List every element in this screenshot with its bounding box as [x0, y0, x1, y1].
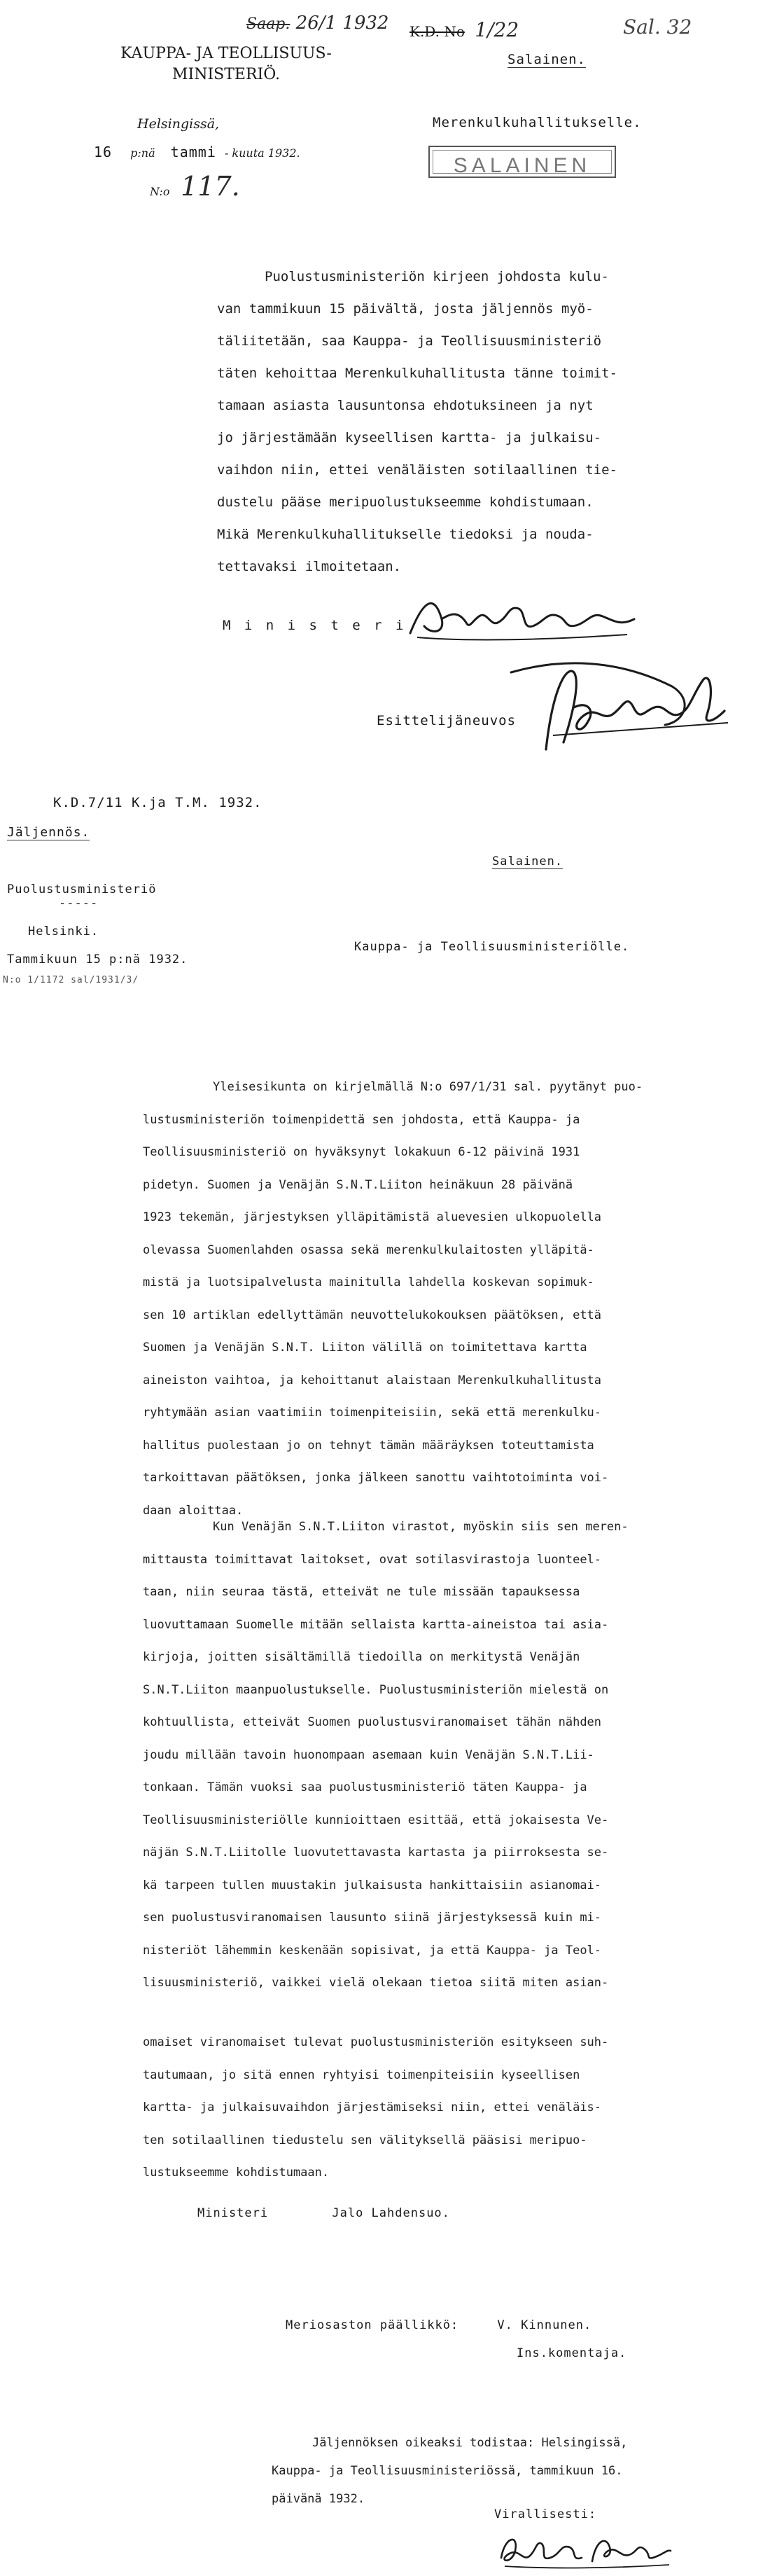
- copy-line: S.N.T.Liiton maanpuolustukselle. Puolustusministeriön mielestä on: [143, 1682, 609, 1697]
- copy-dept-head: Meriosaston päällikkö: V. Kinnunen. Ins.komentaja.: [286, 2318, 627, 2360]
- copy-line: lustukseemme kohdistumaan.: [143, 2166, 330, 2180]
- letter-line: van tammikuun 15 päivältä, josta jäljennös myö-: [217, 301, 594, 317]
- copy-line: tarkoittavan päätöksen, jonka jälkeen sanottu vaihtotoiminta voi-: [143, 1471, 609, 1485]
- official-label: Virallisesti:: [494, 2507, 597, 2521]
- copy-secret-mark: Salainen.: [492, 854, 564, 868]
- copy-paragraph-2-end: [143, 2026, 608, 2189]
- letter-line: vaihdon niin, ettei venäläisten sotilaallinen tie-: [217, 462, 617, 478]
- copy-city: Helsinki.: [28, 925, 99, 939]
- copy-line: pidetyn. Suomen ja Venäjän S.N.T.Liiton heinäkuun 28 päivänä: [143, 1177, 573, 1192]
- referendary-signature: [504, 644, 742, 756]
- secret-stamp: SALAINEN: [428, 146, 616, 178]
- copy-line: ten sotilaallinen tiedustelu sen välityksellä pääsisi meripuo-: [143, 2133, 587, 2147]
- copy-line: sen puolustusviranomaisen lausunto siinä järjestyksessä kuin mi-: [143, 1911, 602, 1925]
- copy-line: Jäljennöksen oikeaksi todistaa: Helsingissä,: [312, 2436, 628, 2450]
- copy-line: Yleisesikunta on kirjelmällä N:o 697/1/31 sal. pyytänyt puo-: [213, 1080, 643, 1094]
- copy-line: omaiset viranomaiset tulevat puolustusministeriön esitykseen suh-: [143, 2035, 609, 2049]
- copy-certification: [312, 2429, 627, 2457]
- copy-title: Jäljennös.: [7, 825, 90, 840]
- copy-paragraph-1-first: [213, 1071, 643, 1104]
- letter-line: dustelu pääse meripuolustukseemme kohdistumaan.: [217, 494, 594, 510]
- copy-line: daan aloittaa.: [143, 1503, 244, 1518]
- letter-line: Puolustusministeriön kirjeen johdosta kulu-: [265, 269, 609, 284]
- document-number: N:o 117.: [150, 171, 240, 202]
- copy-line: kartta- ja julkaisuvaihdon järjestämiseksi niin, ettei venäläis-: [143, 2100, 602, 2114]
- copy-line: Teollisuusministeriö on hyväksynyt lokakuun 6-12 päivinä 1931: [143, 1145, 580, 1159]
- copy-line: sen 10 artiklan edellyttämän neuvottelukokouksen päätöksen, että: [143, 1308, 602, 1322]
- kd-number: K.D. No 1/22: [410, 18, 519, 41]
- letter-line: täten kehoittaa Merenkulkuhallitusta tänne toimit-: [217, 366, 617, 381]
- copy-line: lisuusministeriö, vaikkei vielä olekaan tietoa siitä miten asian-: [143, 1976, 609, 1990]
- place-label: Helsingissä,: [137, 116, 220, 132]
- minister-signature: [403, 591, 641, 647]
- copy-line: 1923 tekemän, järjestyksen ylläpitämistä aluevesien ulkopuolella: [143, 1210, 602, 1224]
- copy-paragraph-2: [143, 1544, 608, 2000]
- copy-number: N:o 1/1172 sal/1931/3/: [3, 975, 139, 985]
- copy-line: hallitus puolestaan jo on tehnyt tämän määräyksen toteuttamista: [143, 1438, 594, 1453]
- copy-line: taan, niin seuraa tästä, etteivät ne tule missään tapauksessa: [143, 1585, 580, 1599]
- copy-line: tautumaan, jo sitä ennen ryhtyisi toimenpiteisiin kyseellisen: [143, 2068, 580, 2082]
- letter-line: Mikä Merenkulkuhallitukselle tiedoksi ja nouda-: [217, 527, 594, 542]
- copy-line: kä tarpeen tullen muustakin julkaisusta hankittaisiin asianomai-: [143, 1878, 602, 1892]
- copy-line: Kauppa- ja Teollisuusministeriössä, tammikuun 16.: [272, 2464, 623, 2478]
- letter-body-continued: [217, 293, 617, 583]
- referendary-label: Esittelijäneuvos: [377, 713, 517, 728]
- copy-recipient: Kauppa- ja Teollisuusministeriölle.: [354, 940, 630, 954]
- secret-mark: Salainen.: [507, 52, 586, 67]
- copy-line: aineiston vaihtoa, ja kehoittanut alaistaan Merenkulkuhallitusta: [143, 1373, 602, 1387]
- minister-label: M i n i s t e r i: [223, 618, 407, 633]
- copy-line: päivänä 1932.: [272, 2492, 365, 2506]
- copy-line: tonkaan. Tämän vuoksi saa puolustusministeriö täten Kauppa- ja: [143, 1780, 587, 1794]
- copy-line: mittausta toimittavat laitokset, ovat sotilasvirastoja luonteel-: [143, 1552, 602, 1567]
- copy-paragraph-2-first: [213, 1511, 629, 1544]
- sal-number-handwritten: Sal. 32: [623, 15, 692, 39]
- copy-line: joudu millään tavoin huonompaan asemaan kuin Venäjän S.N.T.Lii-: [143, 1747, 594, 1762]
- letter-line: jo järjestämään kyseellisen kartta- ja julkaisu-: [217, 430, 602, 445]
- copy-line: mistä ja luotsipalvelusta mainitulla lahdella koskevan sopimuk-: [143, 1275, 594, 1289]
- letter-line: täliitetään, saa Kauppa- ja Teollisuusministeriö: [217, 333, 602, 349]
- copy-line: ryhtymään asian vaatimiin toimenpiteisiin, sekä että merenkulku-: [143, 1406, 602, 1420]
- copy-paragraph-1: [143, 1104, 608, 1528]
- letter-line: tamaan asiasta lausuntonsa ehdotuksineen ja nyt: [217, 398, 594, 413]
- copy-line: kirjoja, joitten sisältämillä tiedoilla on merkitystä Venäjän: [143, 1650, 580, 1664]
- copy-certification-continued: [272, 2457, 623, 2513]
- copy-line: olevassa Suomenlahden osassa sekä merenkulkulaitosten ylläpitä-: [143, 1242, 594, 1257]
- copy-line: kohtuullista, etteivät Suomen puolustusviranomaiset tähän nähden: [143, 1715, 602, 1729]
- recipient: Merenkulkuhallitukselle.: [433, 115, 642, 130]
- copy-line: näjän S.N.T.Liitolle luovutettavasta kartasta ja piirroksesta se-: [143, 1846, 609, 1860]
- letter-body: [265, 261, 609, 293]
- copy-reference: K.D.7/11 K.ja T.M. 1932.: [53, 795, 262, 810]
- copy-line: lustusministeriön toimenpidettä sen johdosta, että Kauppa- ja: [143, 1112, 580, 1127]
- copy-sender: Puolustusministeriö -----: [7, 882, 157, 910]
- copy-line: Teollisuusministeriölle kunnioittaen esittää, että jokaisesta Ve-: [143, 1813, 609, 1827]
- copy-date: Tammikuun 15 p:nä 1932.: [7, 953, 188, 967]
- copy-line: Kun Venäjän S.N.T.Liiton virastot, myöskin siis sen meren-: [213, 1520, 629, 1534]
- copy-line: luovuttamaan Suomelle mitään sellaista kartta-aineistoa tai asia-: [143, 1617, 609, 1632]
- date-line: 16 p:nä tammi - kuuta 1932.: [94, 144, 300, 160]
- official-signature: [494, 2530, 676, 2572]
- letter-line: tettavaksi ilmoitetaan.: [217, 559, 402, 574]
- ministry-name: KAUPPA- JA TEOLLISUUS- MINISTERIÖ.: [120, 45, 332, 83]
- copy-line: Suomen ja Venäjän S.N.T. Liiton välillä on toimitettava kartta: [143, 1341, 587, 1355]
- file-number-handwritten: Saap. 26/1 1932: [246, 13, 389, 34]
- copy-line: nisteriöt lähemmin keskenään sopisivat, ja että Kauppa- ja Teol-: [143, 1943, 602, 1958]
- copy-minister: Ministeri Jalo Lahdensuo.: [197, 2206, 450, 2220]
